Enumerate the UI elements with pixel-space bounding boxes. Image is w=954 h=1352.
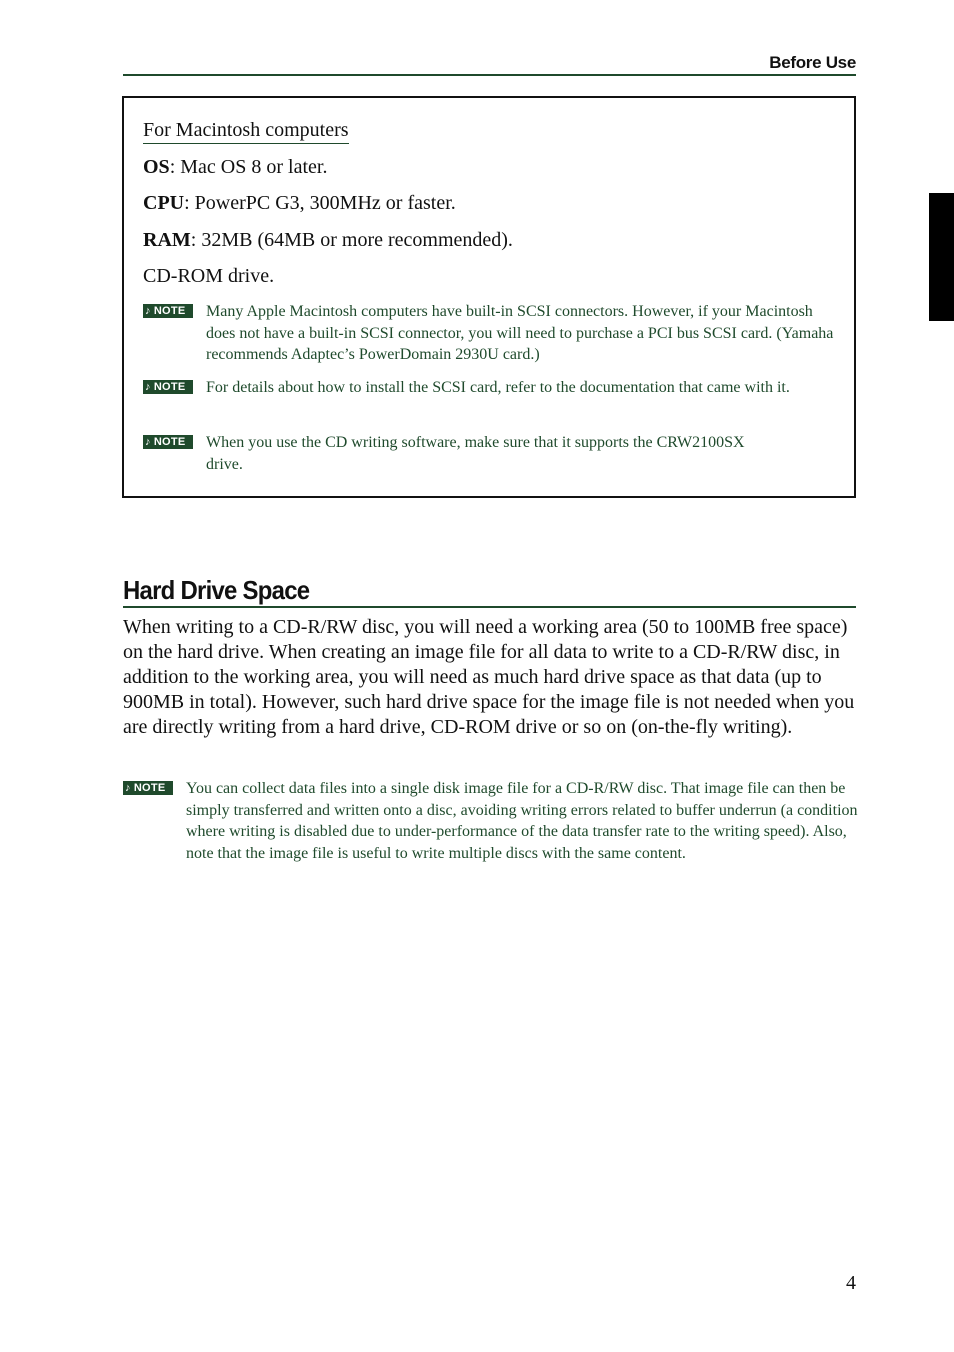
note-badge: ♪ NOTE: [143, 435, 193, 449]
note-badge: ♪ NOTE: [143, 304, 193, 318]
note-badge: ♪ NOTE: [143, 380, 193, 394]
chapter-side-tab: [929, 193, 954, 321]
ram-label: RAM: [143, 229, 191, 251]
box-heading: For Macintosh computers: [143, 118, 349, 144]
note-text: You can collect data files into a single disk image file for a CD-R/RW disc. That image file can then be simply transferred and written onto a disc, avoiding writing errors related to buffer underrun (a condition where writing is disabled due to under-performance of the data transfer rate to the writing speed). Also, note that the image file is useful to write multiple discs with the same content.: [186, 780, 858, 862]
note-text: Many Apple Macintosh computers have built-in SCSI connectors. However, if your Macintosh does not have a built-in SCSI connector, you will need to purchase a PCI bus SCSI card. (Yamaha recommends Adaptec’s PowerDomain 2930U card.): [206, 303, 834, 363]
os-label: OS: [143, 156, 170, 178]
note-scsi: [143, 301, 843, 367]
music-note-icon: ♪: [145, 381, 151, 393]
cpu-value: PowerPC G3, 300MHz or faster.: [194, 192, 456, 214]
note-badge: ♪ NOTE: [123, 781, 173, 795]
note-text: When you use the CD writing software, make sure that it supports the CRW2100SX drive.: [206, 434, 745, 473]
music-note-icon: ♪: [145, 305, 151, 317]
music-note-icon: ♪: [145, 436, 151, 448]
ram-value: 32MB (64MB or more recommended).: [201, 229, 513, 251]
note-writing-software: [143, 432, 843, 476]
note-scsi-install: [143, 377, 843, 421]
os-value: Mac OS 8 or later.: [180, 156, 328, 178]
cpu-requirement: CPU: PowerPC G3, 300MHz or faster.: [143, 192, 456, 214]
note-text: For details about how to install the SCSI card, refer to the documentation that came with it.: [206, 379, 790, 396]
page-number: 4: [846, 1272, 856, 1294]
os-requirement: OS: Mac OS 8 or later.: [143, 156, 328, 178]
section-title: Hard Drive Space: [123, 575, 310, 605]
body-paragraph: When writing to a CD-R/RW disc, you will need a working area (50 to 100MB free space) on the hard drive. When creating an image file for all data to write to a CD-R/RW disc, in addition to the working area, you will need as much hard drive space as that data (up to 900MB in total). However, such hard drive space for the image file is not needed when you are directly writing from a hard drive, CD-ROM drive or so on (on-the-fly writing).: [123, 616, 855, 738]
note-image-file: [123, 778, 859, 888]
ram-requirement: RAM: 32MB (64MB or more recommended).: [143, 229, 513, 251]
section-rule: [123, 606, 856, 608]
music-note-icon: ♪: [125, 782, 131, 794]
header-rule: [123, 74, 856, 76]
requirements-box: [122, 96, 856, 498]
cpu-label: CPU: [143, 192, 185, 214]
drive-requirement: CD-ROM drive.: [143, 265, 275, 287]
running-header: Before Use: [769, 53, 856, 72]
